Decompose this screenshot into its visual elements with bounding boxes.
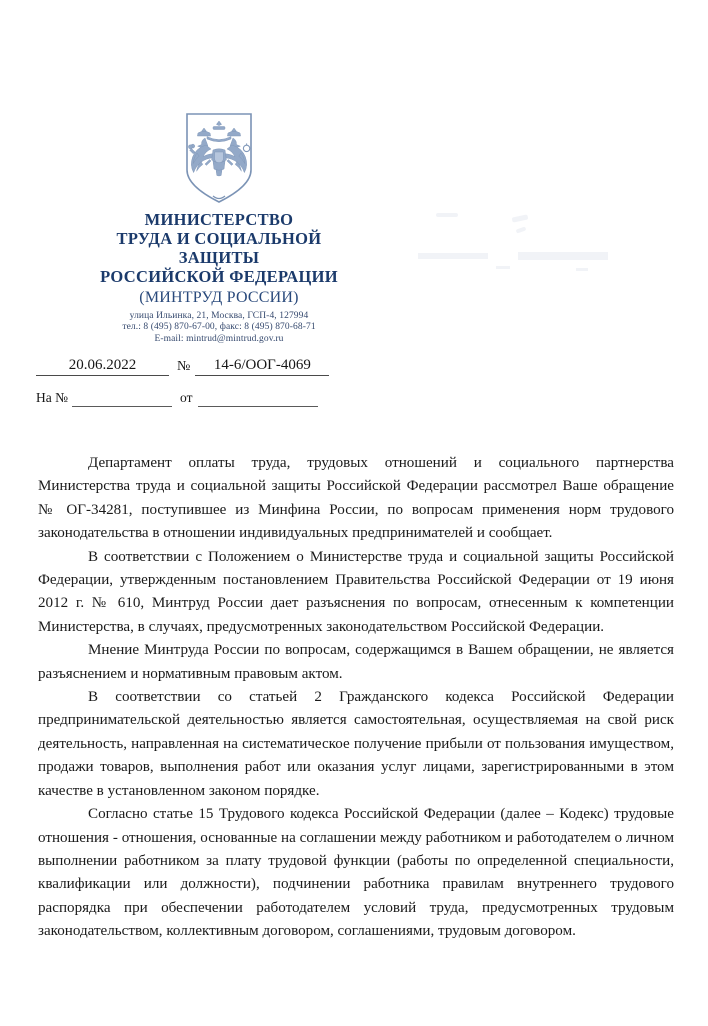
organization-name-line: ТРУДА И СОЦИАЛЬНОЙ xyxy=(116,229,322,248)
scan-artifact xyxy=(436,213,458,217)
body-paragraph: В соответствии со статьей 2 Гражданского кодекса Российской Федерации предпринимательской деятельностью является самостоятельная, осуществляемая на свой риск деятельность, направленная на систематическое получение прибыли от пользования имуществом, продажи товаров, выполнения работ или оказания услуг лицами, зарегистрированными в этом качестве в установленном законом порядке. xyxy=(38,689,674,799)
russian-federation-coat-of-arms-icon xyxy=(183,112,255,204)
body-paragraph: Согласно статье 15 Трудового кодекса Российской Федерации (далее – Кодекс) трудовые отношения - отношения, основанные на соглашении между работником и работодателем о личном выполнении работником за плату трудовой функции (работы по определенной специальности, квалификации или должности), подчинении работника правилам внутреннего трудового распорядка при обеспечении работодателем условий труда, предусмотренных трудовым законодательством, коллективным договором, соглашениями, трудовым договором. xyxy=(38,806,674,940)
contact-phone-fax: тел.: 8 (495) 870-67-00, факс: 8 (495) 870-68-71 xyxy=(122,322,316,333)
contact-email: E-mail: mintrud@mintrud.gov.ru xyxy=(154,333,284,344)
outgoing-reference-row xyxy=(36,353,376,376)
body-paragraph: В соответствии с Положением о Министерстве труда и социальной защиты Российской Федерации, утвержденным постановлением Правительства Российской Федерации от 19 июня 2012 г. № 610, Минтруд России дает разъяснения по вопросам, отнесенным к компетенции Министерства, в случаях, предусмотренных законодательством Российской Федерации. xyxy=(38,548,674,635)
letter-number: 14-6/ООГ-4069 xyxy=(195,357,329,376)
organization-name xyxy=(0,210,438,286)
reference-block xyxy=(36,353,376,407)
scan-artifact xyxy=(518,252,608,260)
letterhead xyxy=(0,112,438,345)
scan-artifact xyxy=(496,266,510,269)
scan-artifact xyxy=(576,268,588,271)
organization-short-name: (МИНТРУД РОССИИ) xyxy=(139,289,299,306)
incoming-number-blank xyxy=(72,393,172,407)
organization-contacts xyxy=(0,311,438,345)
organization-name-line: ЗАЩИТЫ xyxy=(178,248,260,267)
contact-address: улица Ильинка, 21, Москва, ГСП-4, 127994 xyxy=(129,311,309,321)
scan-artifact xyxy=(516,226,527,233)
scan-artifact xyxy=(512,214,529,222)
organization-name-line: МИНИСТЕРСТВО xyxy=(144,210,294,229)
incoming-number-label: На № xyxy=(36,390,68,405)
letter-date: 20.06.2022 xyxy=(36,357,169,376)
incoming-date-blank xyxy=(198,393,318,407)
incoming-date-label: от xyxy=(180,390,193,405)
number-symbol: № xyxy=(177,359,191,374)
body-paragraph: Мнение Минтруда России по вопросам, содержащимся в Вашем обращении, не является разъяснением и нормативным правовым актом. xyxy=(38,642,674,682)
body-paragraph: Департамент оплаты труда, трудовых отношений и социального партнерства Министерства труда и социальной защиты Российской Федерации рассмотрел Ваше обращение № ОГ-34281, поступившее из Минфина России, по вопросам применения норм трудового законодательства в отношении индивидуальных предпринимателей и сообщает. xyxy=(38,455,674,542)
letter-body xyxy=(38,452,674,944)
incoming-reference-row xyxy=(36,383,376,407)
organization-name-line: РОССИЙСКОЙ ФЕДЕРАЦИИ xyxy=(100,267,338,286)
